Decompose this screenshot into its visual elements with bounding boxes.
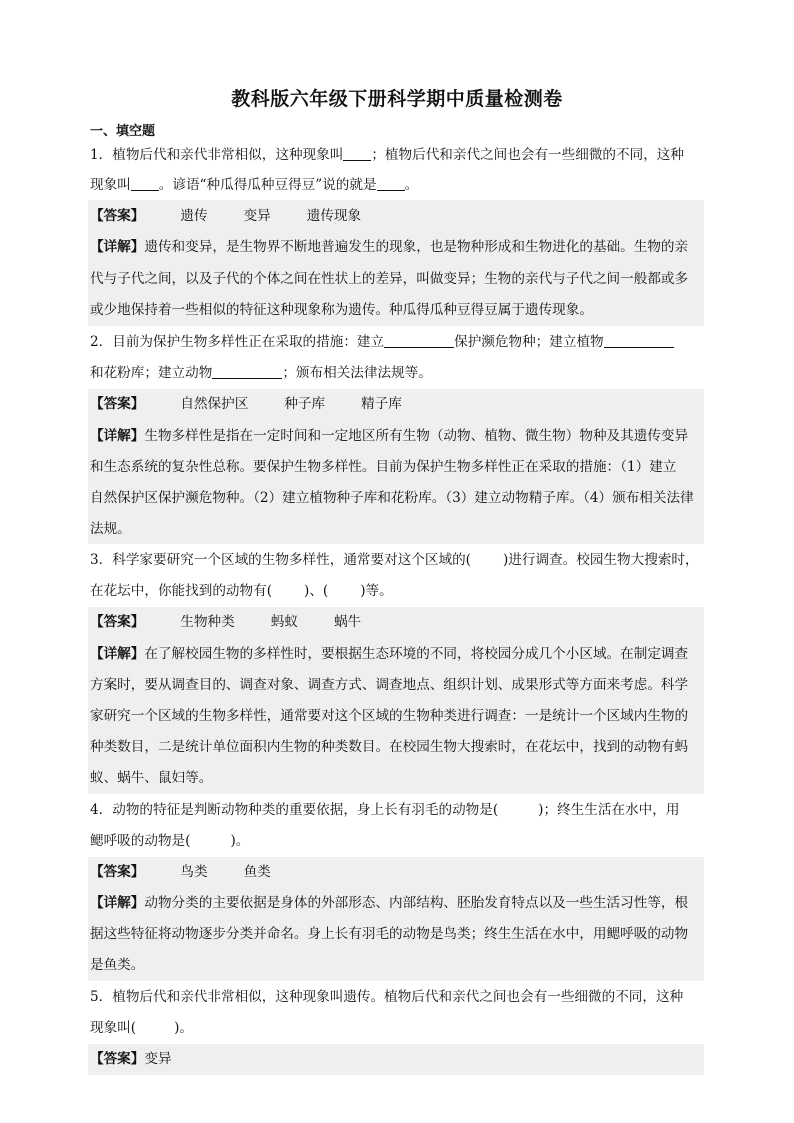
answer-value: 遗传 (180, 208, 208, 224)
q5-text: 现象叫( (90, 1020, 137, 1036)
section-heading: 一、填空题 (90, 124, 156, 139)
q2-detail-line (90, 421, 704, 451)
q3-detail-line: 家研究一个区域的生物多样性，通常要对这个区域的生物种类进行调查：一是统计一个区域内生物的 (90, 708, 689, 724)
q2-line-1 (90, 327, 704, 357)
q3-line-1 (90, 545, 704, 575)
q3-line-2 (90, 576, 704, 606)
detail-label: 【详解】 (90, 895, 145, 911)
answer-blank (377, 172, 405, 191)
q1-text: 。 (404, 177, 419, 193)
q5-answer (90, 1044, 704, 1074)
q3-detail-line: 种类数目，二是统计单位面积内生物的种类数目。在校园生物大搜索时，在花坛中，找到的动物有蚂 (90, 739, 689, 755)
detail-text: 遗传和变异，是生物界不断地普遍发生的现象，也是物种形成和生物进化的基础。生物的亲 (144, 239, 689, 255)
q2-detail-line: 自然保护区保护濒危物种。（2）建立植物种子库和花粉库。（3）建立动物精子库。（4）颁布相关法律 (90, 490, 694, 506)
answer-blank (131, 172, 159, 191)
q1-detail-line: 代与子代之间，以及子代的个体之间在性状上的差异，叫做变异；生物的亲代与子代之间一般都或多 (90, 271, 689, 287)
q4-text: )；终生生活在水中，用 (538, 802, 680, 818)
answer-label: 【答案】 (90, 208, 145, 224)
detail-label: 【详解】 (90, 239, 145, 255)
q2-text: ；颁布相关法律法规等。 (282, 365, 432, 381)
answer-blank (212, 360, 282, 379)
q3-detail-line (90, 639, 704, 669)
detail-label: 【详解】 (90, 646, 145, 662)
q5-text: )。 (174, 1020, 193, 1036)
q3-text: )进行调查。校园生物大搜索时， (502, 552, 699, 568)
document-title: 教科版六年级下册科学期中质量检测卷 (231, 88, 563, 110)
q2-line-2 (90, 358, 704, 388)
q2-detail-line: 和生态系统的复杂性总称。要保护生物多样性。目前为保护生物多样性正在采取的措施：（1）建立 (90, 459, 677, 475)
answer-blank (384, 329, 454, 348)
answer-label: 【答案】 (90, 864, 145, 880)
answer-blank (604, 329, 674, 348)
detail-text: 动物分类的主要依据是身体的外部形态、内部结构、胚胎发育特点以及一些生活习性等，根 (144, 895, 689, 911)
q4-detail-line (90, 888, 704, 918)
answer-value: 变异 (144, 1051, 172, 1067)
q3-detail-line: 蚁、蜗牛、鼠妇等。 (90, 770, 213, 786)
q4-answer (90, 857, 704, 887)
answer-value: 鸟类 (180, 864, 208, 880)
q1-text: 1．植物后代和亲代非常相似，这种现象叫 (90, 147, 344, 163)
answer-label: 【答案】 (90, 396, 145, 412)
q4-line-1 (90, 795, 704, 825)
q1-text: 。谚语“种瓜得瓜种豆得豆”说的就是 (158, 177, 377, 193)
q3-answer (90, 607, 704, 637)
q4-text: )。 (230, 833, 250, 849)
answer-label: 【答案】 (90, 1051, 145, 1067)
detail-text: 生物多样性是指在一定时间和一定地区所有生物（动物、植物、微生物）物种及其遗传变异 (144, 428, 689, 444)
q5-line-2 (90, 1013, 704, 1043)
detail-label: 【详解】 (90, 428, 145, 444)
answer-value: 蚂蚁 (270, 614, 298, 630)
q1-answer (90, 201, 704, 231)
answer-value: 种子库 (284, 396, 326, 412)
answer-value: 鱼类 (243, 864, 271, 880)
q3-detail-line: 方案时，要从调查目的、调查对象、调查方式、调查地点、组织计划、成果形式等方面来考虑。科学 (90, 677, 689, 693)
detail-text: 在了解校园生物的多样性时，要根据生态环境的不同，将校园分成几个小区域。在制定调查 (144, 646, 689, 662)
answer-label: 【答案】 (90, 614, 145, 630)
q4-text: 鳃呼吸的动物是( (90, 833, 191, 849)
answer-value: 自然保护区 (180, 396, 249, 412)
q1-line-2 (90, 170, 704, 200)
q3-text: 3．科学家要研究一个区域的生物多样性，通常要对这个区域的( (90, 552, 471, 568)
q5-line-1: 5．植物后代和亲代非常相似，这种现象叫遗传。植物后代和亲代之间也会有一些细微的不同，这种 (90, 989, 684, 1005)
q1-detail-line: 或少地保持着一些相似的特征这种现象称为遗传。种瓜得瓜种豆得豆属于遗传现象。 (90, 302, 593, 318)
q4-detail-line: 是鱼类。 (90, 957, 145, 973)
answer-value: 蜗牛 (333, 614, 362, 630)
q2-text: 和花粉库；建立动物 (90, 365, 213, 381)
q4-line-2 (90, 826, 704, 856)
q1-text: 现象叫 (90, 177, 131, 193)
q3-text: )、( (304, 583, 329, 599)
q4-text: 4．动物的特征是判断动物种类的重要依据，身上长有羽毛的动物是( (90, 802, 499, 818)
q3-text: )等。 (360, 583, 393, 599)
answer-blank (343, 142, 371, 161)
answer-value: 遗传现象 (306, 208, 362, 224)
q1-detail-line (90, 232, 704, 262)
answer-value: 生物种类 (180, 614, 235, 630)
answer-value: 精子库 (361, 396, 402, 412)
q2-text: 2．目前为保护生物多样性正在采取的措施：建立 (90, 334, 385, 350)
q2-answer (90, 389, 704, 419)
q4-detail-line: 据这些特征将动物逐步分类并命名。身上长有羽毛的动物是鸟类；终生生活在水中，用鳃呼吸的动物 (90, 926, 689, 942)
q2-text: 保护濒危物种；建立植物 (454, 334, 604, 350)
answer-value: 变异 (243, 208, 271, 224)
q3-text: 在花坛中，你能找到的动物有( (90, 583, 273, 599)
q1-text: ；植物后代和亲代之间也会有一些细微的不同，这种 (371, 147, 684, 163)
q2-detail-line: 法规。 (90, 521, 131, 537)
q1-line-1 (90, 140, 704, 170)
